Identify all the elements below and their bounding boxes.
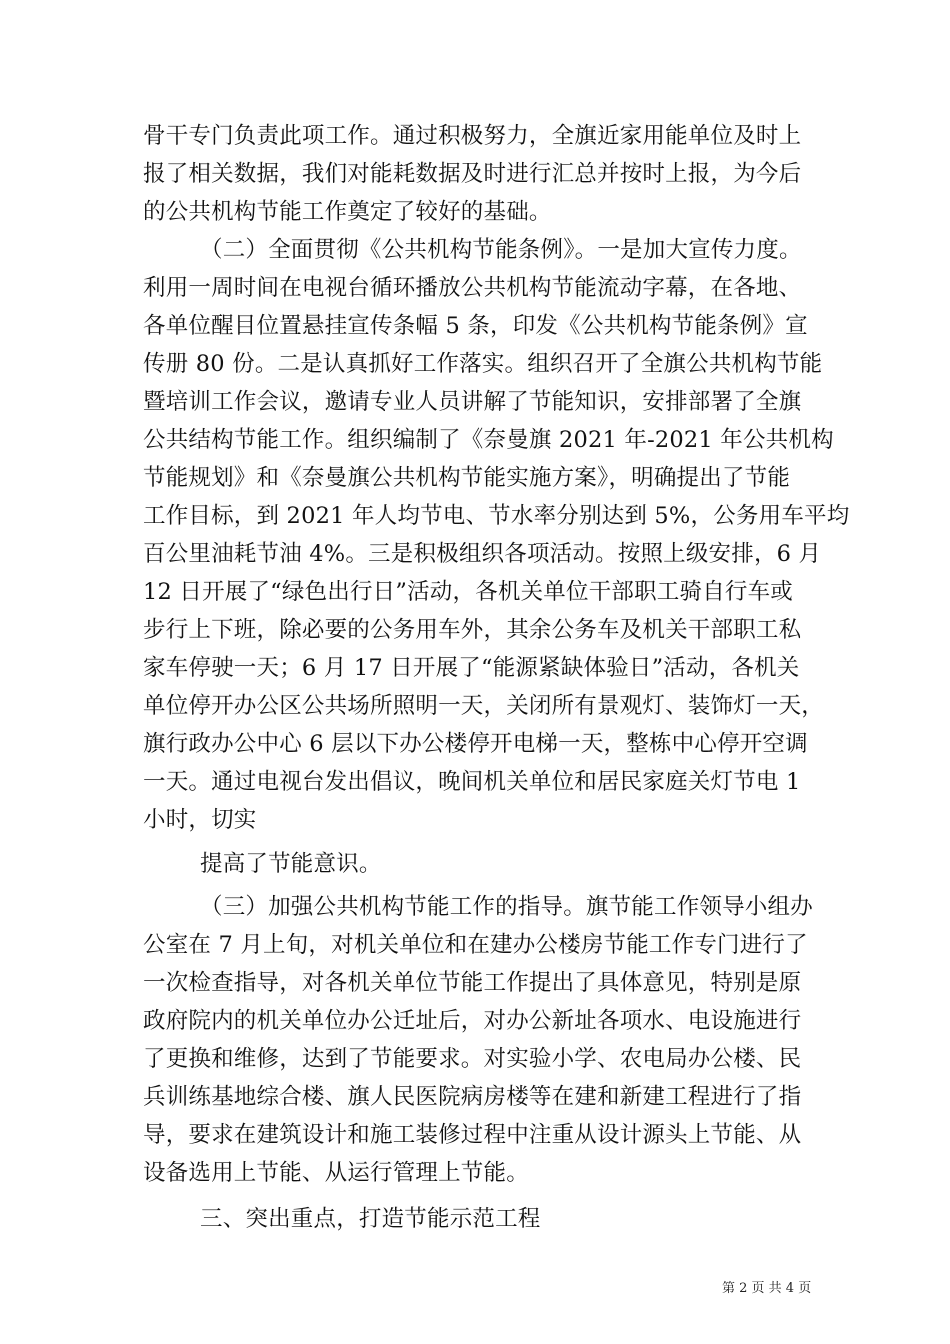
text-line: 一天。通过电视台发出倡议，晚间机关单位和居民家庭关灯节电 1 [143,769,801,795]
paragraph-heading: （二）全面贯彻《公共机构节能条例》。一是加大宣传力度。 [200,237,802,263]
text-line: 旗行政办公中心 6 层以下办公楼停开电梯一天，整栋中心停开空调 [143,731,808,757]
text-line: 导，要求在建筑设计和施工装修过程中注重从设计源头上节能、从 [143,1122,802,1148]
text-line: 节能规划》和《奈曼旗公共机构节能实施方案》，明确提出了节能 [143,465,791,491]
text-line: 了更换和维修，达到了节能要求。对实验小学、农电局办公楼、民 [143,1046,802,1072]
text-line: 政府院内的机关单位办公迁址后，对办公新址各项水、电设施进行 [143,1008,802,1034]
text-line: 步行上下班，除必要的公务用车外，其余公务车及机关干部职工私 [143,617,802,643]
text-line: 暨培训工作会议，邀请专业人员讲解了节能知识，安排部署了全旗 [143,389,802,415]
text-line: 12 日开展了“绿色出行日”活动，各机关单位干部职工骑自行车或 [143,579,793,605]
text-line: 公共结构节能工作。组织编制了《奈曼旗 2021 年-2021 年公共机构 [143,427,834,453]
text-line: 公室在 7 月上旬，对机关单位和在建办公楼房节能工作专门进行了 [143,932,808,958]
page-number: 第 2 页 共 4 页 [722,1281,812,1296]
text-line: 一次检查指导，对各机关单位节能工作提出了具体意见，特别是原 [143,970,802,996]
text-line: 小时，切实 [143,807,257,833]
text-line: 单位停开办公区公共场所照明一天，关闭所有景观灯、装饰灯一天， [143,693,825,719]
text-line: 各单位醒目位置悬挂宣传条幅 5 条，印发《公共机构节能条例》宣 [143,313,808,339]
text-line: 兵训练基地综合楼、旗人民医院病房楼等在建和新建工程进行了指 [143,1084,802,1110]
text-line: 利用一周时间在电视台循环播放公共机构节能流动字幕，在各地、 [143,275,802,301]
section-heading: 三、突出重点，打造节能示范工程 [200,1206,541,1232]
text-line: 报了相关数据，我们对能耗数据及时进行汇总并按时上报，为今后 [143,161,802,187]
text-line: 骨干专门负责此项工作。通过积极努力，全旗近家用能单位及时上 [143,123,802,149]
text-line: 提高了节能意识。 [200,851,382,877]
text-line: 家车停驶一天；6 月 17 日开展了“能源紧缺体验日”活动，各机关 [143,655,800,681]
text-line: 工作目标，到 2021 年人均节电、节水率分别达到 5%，公务用车平均 [143,503,850,529]
text-line: 传册 80 份。二是认真抓好工作落实。组织召开了全旗公共机构节能 [143,351,823,377]
text-line: 的公共机构节能工作奠定了较好的基础。 [143,199,552,225]
text-line: 百公里油耗节油 4%。三是积极组织各项活动。按照上级安排，6 月 [143,541,822,567]
text-line: 设备选用上节能、从运行管理上节能。 [143,1160,529,1186]
paragraph-heading: （三）加强公共机构节能工作的指导。旗节能工作领导小组办 [200,894,813,920]
